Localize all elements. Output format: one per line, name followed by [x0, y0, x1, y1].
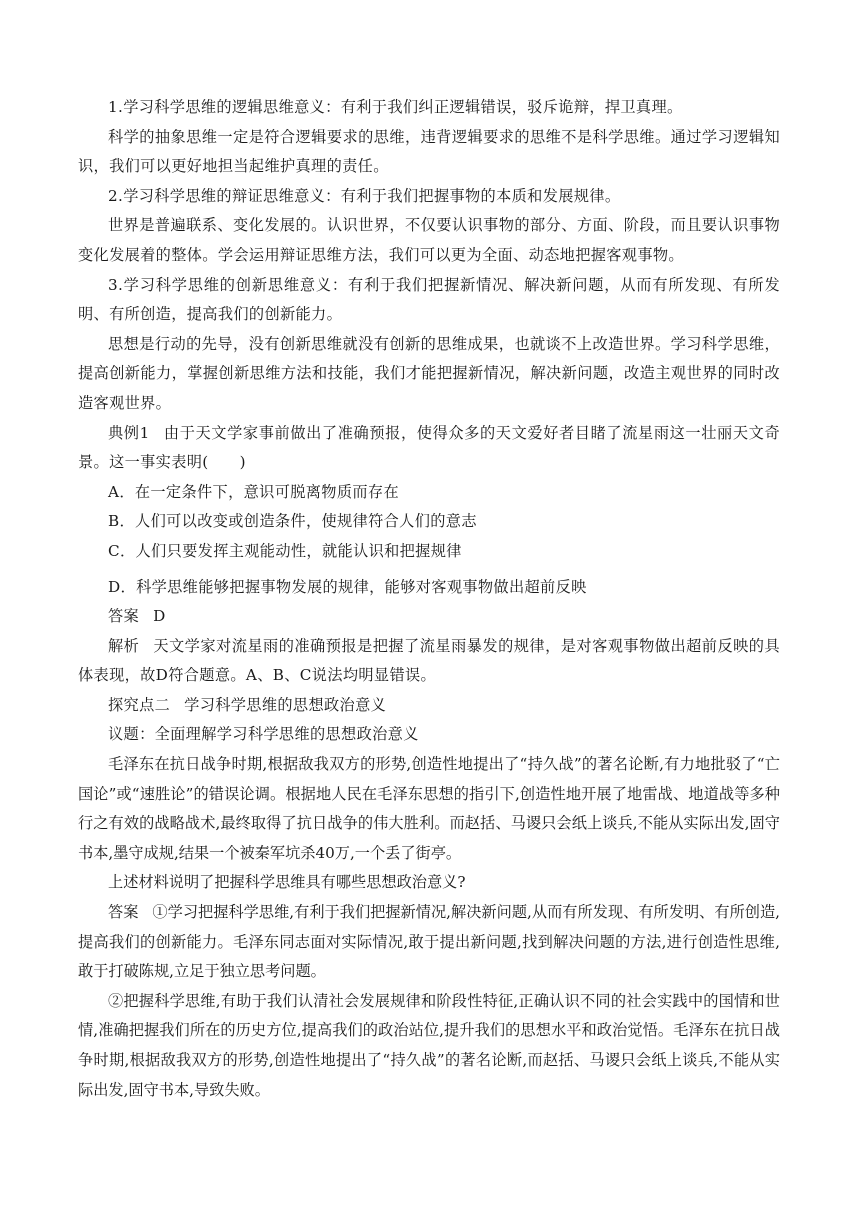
example-answer	[78, 602, 780, 632]
answer-value: D	[153, 607, 166, 626]
paragraph-thought-guides-action: 思想是行动的先导，没有创新思维就没有创新的思维成果，也就谈不上改造世界。学习科学思维，提高创新能力，掌握创新思维方法和技能，我们才能把握新情况，解决新问题，改造主观世界的同时改造客观世界。	[78, 334, 780, 412]
analysis-text: 天文学家对流星雨的准确预报是把握了流星雨暴发的规律，是对客观事物做出超前反映的具体表现，故D符合题意。A、B、C说法均明显错误。	[78, 636, 781, 685]
section-answer-1-text: ①学习把握科学思维,有利于我们把握新情况,解决新问题,从而有所发现、有所发明、有所创造,提高我们的创新能力。毛泽东同志面对实际情况,敢于提出新问题,找到解决问题的方法,进行创造性思维,敢于打破陈规,立足于独立思考问题。	[78, 903, 781, 981]
analysis-label: 解析	[108, 636, 140, 655]
section-title: 学习科学思维的思想政治意义	[184, 695, 387, 714]
example-label: 典例1	[108, 423, 150, 442]
paragraph-dialectic-meaning: 2.学习科学思维的辩证思维意义：有利于我们把握事物的本质和发展规律。	[108, 186, 621, 205]
example-question	[78, 419, 780, 478]
option-b: B．人们可以改变或创造条件，使规律符合人们的意志	[108, 512, 477, 531]
example-question-text: 由于天文学家事前做出了准确预报，使得众多的天文爱好者目睹了流星雨这一壮丽天文奇景。这一事实表明( )	[78, 423, 780, 472]
option-d: D．科学思维能够把握事物发展的规律，能够对客观事物做出超前反映	[108, 577, 587, 596]
paragraph-abstract-thinking: 科学的抽象思维一定是符合逻辑要求的思维，违背逻辑要求的思维不是科学思维。通过学习逻辑知识，我们可以更好地担当起维护真理的责任。	[78, 127, 780, 176]
paragraph-world-connection: 世界是普遍联系、变化发展的。认识世界，不仅要认识事物的部分、方面、阶段，而且要认识事物变化发展着的整体。学会运用辩证思维方法，我们可以更为全面、动态地把握客观事物。	[78, 216, 780, 264]
section-answer-2: ②把握科学思维,有助于我们认清社会发展规律和阶段性特征,正确认识不同的社会实践中的国情和世情,准确把握我们所在的历史方位,提高我们的政治站位,提升我们的思想水平和政治觉悟。毛泽东在抗日战争时期,根据敌我双方的形势,创造性地提出了“持久战”的著名论断,而赵括、马谡只会纸上谈兵,不能从实际出发,固守书本,导致失败。	[78, 991, 780, 1099]
answer-label: 答案	[108, 607, 140, 626]
section-label: 探究点二	[108, 695, 171, 714]
example-analysis	[78, 632, 780, 691]
section-material: 毛泽东在抗日战争时期,根据敌我双方的形势,创造性地提出了“持久战”的著名论断,有力地批驳了“亡国论”或“速胜论”的错误论调。根据地人民在毛泽东思想的指引下,创造性地开展了地雷战、地道战等多种行之有效的战略战术,最终取得了抗日战争的伟大胜利。而赵括、马谡只会纸上谈兵,不能从实际出发,固守书本,墨守成规,结果一个被秦军坑杀40万,一个丢了街亭。	[78, 755, 780, 862]
option-a: A．在一定条件下，意识可脱离物质而存在	[108, 482, 399, 501]
section-topic: 议题：全面理解学习科学思维的思想政治意义	[108, 725, 419, 744]
section-answer-label: 答案	[108, 903, 139, 922]
section-question: 上述材料说明了把握科学思维具有哪些思想政治意义?	[108, 873, 466, 892]
paragraph-logic-meaning: 1.学习科学思维的逻辑思维意义：有利于我们纠正逻辑错误，驳斥诡辩，捍卫真理。	[108, 98, 683, 116]
section-answer-1	[78, 898, 780, 987]
option-c: C．人们只要发挥主观能动性，就能认识和把握规律	[108, 541, 462, 560]
paragraph-innovative-meaning: 3.学习科学思维的创新思维意义：有利于我们把握新情况、解决新问题，从而有所发现、有所发明、有所创造，提高我们的创新能力。	[78, 275, 780, 324]
section-heading	[78, 691, 780, 721]
